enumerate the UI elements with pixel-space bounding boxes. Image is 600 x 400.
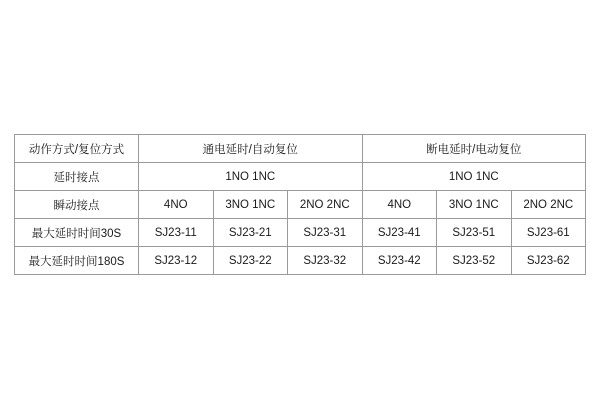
spec-table-container — [14, 134, 586, 275]
row-header-max-delay-180s: 最大延时时间180S — [15, 247, 139, 275]
model-sj23-41: SJ23-41 — [362, 219, 437, 247]
max-delay-180s-row — [15, 247, 586, 275]
instant-contact-6: 2NO 2NC — [511, 191, 586, 219]
model-sj23-62: SJ23-62 — [511, 247, 586, 275]
delay-contact-right: 1NO 1NC — [362, 163, 586, 191]
instant-contact-5: 3NO 1NC — [437, 191, 512, 219]
mode-row — [15, 135, 586, 163]
spec-table-body — [15, 135, 586, 275]
model-sj23-22: SJ23-22 — [213, 247, 288, 275]
instant-contact-4: 4NO — [362, 191, 437, 219]
row-header-instant-contact: 瞬动接点 — [15, 191, 139, 219]
model-sj23-12: SJ23-12 — [139, 247, 214, 275]
model-sj23-61: SJ23-61 — [511, 219, 586, 247]
spec-table — [14, 134, 586, 275]
row-header-max-delay-30s: 最大延时时间30S — [15, 219, 139, 247]
instant-contact-3: 2NO 2NC — [288, 191, 363, 219]
instant-contact-2: 3NO 1NC — [213, 191, 288, 219]
delay-contact-left: 1NO 1NC — [139, 163, 363, 191]
group-header-deenergize-delay: 断电延时/电动复位 — [362, 135, 586, 163]
model-sj23-52: SJ23-52 — [437, 247, 512, 275]
model-sj23-11: SJ23-11 — [139, 219, 214, 247]
instant-contact-row — [15, 191, 586, 219]
instant-contact-1: 4NO — [139, 191, 214, 219]
max-delay-30s-row — [15, 219, 586, 247]
model-sj23-42: SJ23-42 — [362, 247, 437, 275]
model-sj23-31: SJ23-31 — [288, 219, 363, 247]
model-sj23-21: SJ23-21 — [213, 219, 288, 247]
model-sj23-51: SJ23-51 — [437, 219, 512, 247]
row-header-mode: 动作方式/复位方式 — [15, 135, 139, 163]
model-sj23-32: SJ23-32 — [288, 247, 363, 275]
group-header-energize-delay: 通电延时/自动复位 — [139, 135, 363, 163]
delay-contact-row — [15, 163, 586, 191]
row-header-delay-contact: 延时接点 — [15, 163, 139, 191]
